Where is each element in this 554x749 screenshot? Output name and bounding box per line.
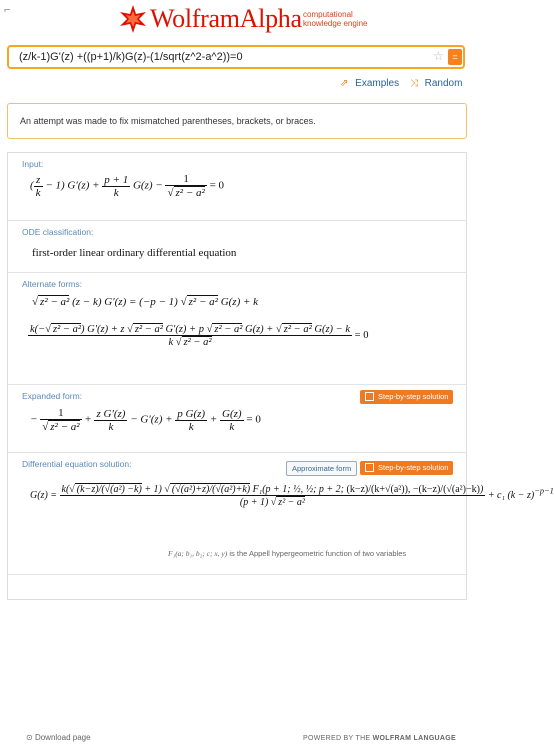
- download-label: Download page: [34, 733, 91, 742]
- appell-note-text: is the Appell hypergeometric function of two variables: [229, 549, 407, 558]
- powered-by: [303, 735, 456, 742]
- pod-title: Alternate forms:: [22, 279, 82, 289]
- pencil-icon: [365, 392, 374, 401]
- input-math: ( $\frac{z}{k}$ − 1) G′(z) + $\frac{p + 1}{k}$ G(z) − $\frac{1}{\text{√ z² − a²}}$ = 0: [30, 173, 225, 199]
- results-pods: [7, 152, 554, 742]
- download-page-link[interactable]: [26, 733, 91, 742]
- page-corner-icon: ⌐: [4, 4, 11, 16]
- header: [0, 0, 474, 44]
- tagline-line-2: knowledge engine: [303, 19, 368, 28]
- pod-input: [8, 153, 466, 221]
- search-box[interactable]: [7, 45, 465, 69]
- wolfram-alpha-logo[interactable]: [118, 4, 302, 34]
- download-icon: ⊙: [26, 733, 33, 742]
- notice-text: An attempt was made to fix mismatched parentheses, brackets, or braces.: [20, 116, 316, 126]
- top-links: [336, 78, 462, 89]
- step-by-step-button[interactable]: Step-by-step solution: [360, 461, 453, 475]
- wolfram-star-icon: [118, 4, 148, 34]
- parentheses-notice: [7, 103, 467, 139]
- favorite-star-icon[interactable]: ☆: [433, 49, 444, 63]
- ode-classification-value: first-order linear ordinary differential equation: [32, 247, 237, 259]
- powered-prefix: POWERED BY THE: [303, 735, 371, 742]
- search-input[interactable]: (z/k-1)G'(z) +((p+1)/k)G(z)-(1/sqrt(z^2-a^2))=0: [19, 51, 243, 63]
- pod-title: Differential equation solution:: [22, 459, 132, 469]
- pod-title: Expanded form:: [22, 391, 83, 401]
- examples-link[interactable]: Examples: [355, 78, 400, 89]
- compute-button[interactable]: =: [448, 49, 462, 65]
- tagline-line-1: computational: [303, 10, 353, 19]
- expanded-form-math: − $\frac{1}{\text{√ z² − a²}}$ + $\frac{\text{z G′(z)}}{k}$ − G′(z) + $\frac{\text{p G(z)}}{k}$ + $\frac{G(z)}{k}$ = 0: [30, 407, 261, 433]
- alternate-form-1: √ z² − a² (z − k) G′(z) = (−p − 1) √ z² − a² G(z) + k: [32, 296, 259, 308]
- pods-footer: [8, 727, 466, 749]
- logo-text: WolframAlpha: [150, 4, 302, 33]
- appell-note: [168, 549, 406, 558]
- pod-alternate-forms: [8, 273, 466, 385]
- powered-brand[interactable]: WOLFRAM LANGUAGE: [372, 735, 456, 742]
- pod-solution: [8, 453, 554, 575]
- tagline: [303, 10, 368, 28]
- step-by-step-button[interactable]: Step-by-step solution: [360, 390, 453, 404]
- pencil-icon: [365, 463, 374, 472]
- approximate-form-button[interactable]: Approximate form: [286, 461, 357, 476]
- pod-title: ODE classification:: [22, 227, 94, 237]
- random-link[interactable]: Random: [424, 78, 463, 89]
- pod-title: Input:: [22, 159, 44, 169]
- alternate-form-2: k(−√ z² − a²) G′(z) + z √ z² − a² G′(z) + p √ z² − a² G(z) + √ z² − a² G(z) − k k √ z² − a² = 0: [30, 324, 369, 348]
- examples-icon: ⇗: [340, 78, 349, 89]
- solution-math: G(z) = k(√ (k−z)/(√(a²) −k) + 1) √ (√(a²)+z)/(√(a²)+k) F₁(p + 1; ½, ½; p + 2; (k−z)/(k+√(a²)), −(k−z)/(√(a²)−k)) (p + 1) √ z² − a² + c₁ $(k - z)^{-p-1}$: [30, 484, 554, 508]
- random-icon: ⤨: [409, 78, 418, 89]
- pod-expanded-form: [8, 385, 466, 453]
- appell-symbol: F₁(a; b₁, b₂; c; x, y): [168, 549, 228, 558]
- pod-ode-classification: [8, 221, 466, 273]
